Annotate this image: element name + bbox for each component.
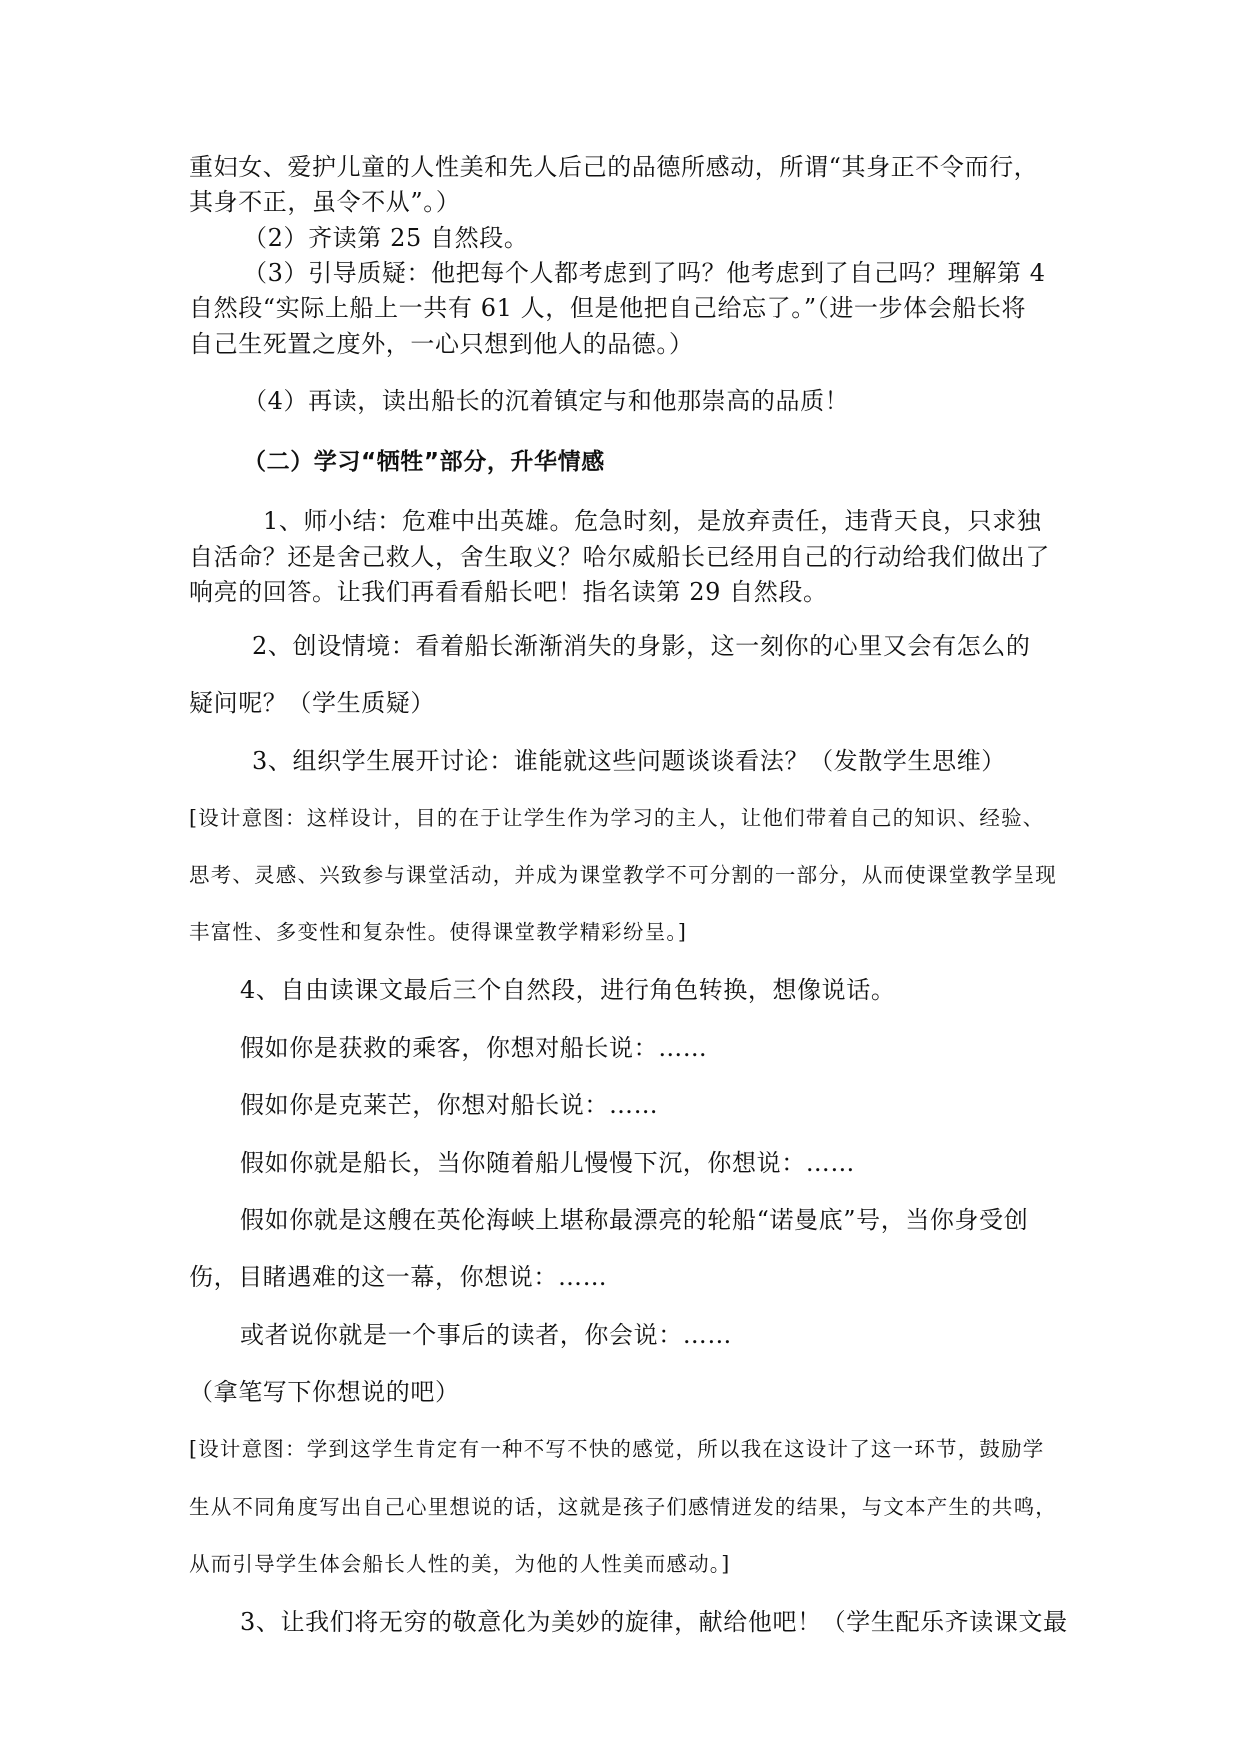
design-note-line: [设计意图：这样设计，目的在于让学生作为学习的主人，让他们带着自己的知识、经验、: [189, 806, 1045, 830]
body-text-line: （2）齐读第 25 自然段。: [243, 224, 529, 252]
body-text-line: 自然段“实际上船上一共有 61 人，但是他把自己给忘了。”（进一步体会船长将: [189, 294, 1027, 322]
design-note-line: 生从不同角度写出自己心里想说的话，这就是孩子们感情迸发的结果，与文本产生的共鸣，: [189, 1495, 1057, 1519]
body-text-line: 重妇女、爱护儿童的人性美和先人后己的品德所感动，所谓“其身正不令而行，: [189, 153, 1039, 181]
body-text-line: 2、创设情境：看着船长渐渐消失的身影，这一刻你的心里又会有怎么的: [252, 632, 1031, 660]
body-text-line: 4、自由读课文最后三个自然段，进行角色转换，想像说话。: [240, 976, 896, 1004]
body-text-line: （3）引导质疑：他把每个人都考虑到了吗？他考虑到了自己吗？理解第 4: [243, 259, 1046, 287]
section-heading: （二）学习“牺牲”部分，升华情感: [243, 449, 605, 475]
body-text-line: 响亮的回答。让我们再看看船长吧！指名读第 29 自然段。: [189, 578, 828, 606]
design-note-line: [设计意图：学到这学生肯定有一种不写不快的感觉，所以我在这设计了这一环节，鼓励学: [189, 1437, 1045, 1461]
body-text-line: 疑问呢？（学生质疑）: [189, 689, 435, 717]
body-text-line: 1、师小结：危难中出英雄。危急时刻，是放弃责任，违背天良，只求独: [263, 507, 1042, 535]
design-note-line: 思考、灵感、兴致参与课堂活动，并成为课堂教学不可分割的一部分，从而使课堂教学呈现: [189, 863, 1057, 887]
body-text-line: 伤，目睹遇难的这一幕，你想说：……: [189, 1263, 608, 1291]
body-text-line: 其身不正，虽令不从”。）: [189, 188, 461, 216]
body-text-line: 假如你是克莱芒，你想对船长说：……: [240, 1091, 659, 1119]
body-text-line: 3、让我们将无穷的敬意化为美妙的旋律，献给他吧！（学生配乐齐读课文最: [240, 1608, 1068, 1636]
body-text-line: 自己生死置之度外，一心只想到他人的品德。）: [189, 330, 694, 358]
body-text-line: （拿笔写下你想说的吧）: [189, 1378, 460, 1406]
body-text-line: 假如你是获救的乘客，你想对船长说：……: [240, 1034, 708, 1062]
body-text-line: 假如你就是这艘在英伦海峡上堪称最漂亮的轮船“诺曼底”号，当你身受创: [240, 1206, 1029, 1234]
design-note-line: 丰富性、多变性和复杂性。使得课堂教学精彩纷呈。]: [189, 920, 688, 944]
body-text-line: 3、组织学生展开讨论：谁能就这些问题谈谈看法？（发散学生思维）: [252, 747, 1006, 775]
body-text-line: （4）再读，读出船长的沉着镇定与和他那崇高的品质！: [243, 387, 850, 415]
body-text-line: 假如你就是船长，当你随着船儿慢慢下沉，你想说：……: [240, 1149, 855, 1177]
body-text-line: 或者说你就是一个事后的读者，你会说：……: [240, 1321, 732, 1349]
body-text-line: 自活命？还是舍己救人，舍生取义？哈尔威船长已经用自己的行动给我们做出了: [189, 543, 1050, 571]
design-note-line: 从而引导学生体会船长人性的美，为他的人性美而感动。]: [189, 1552, 731, 1576]
